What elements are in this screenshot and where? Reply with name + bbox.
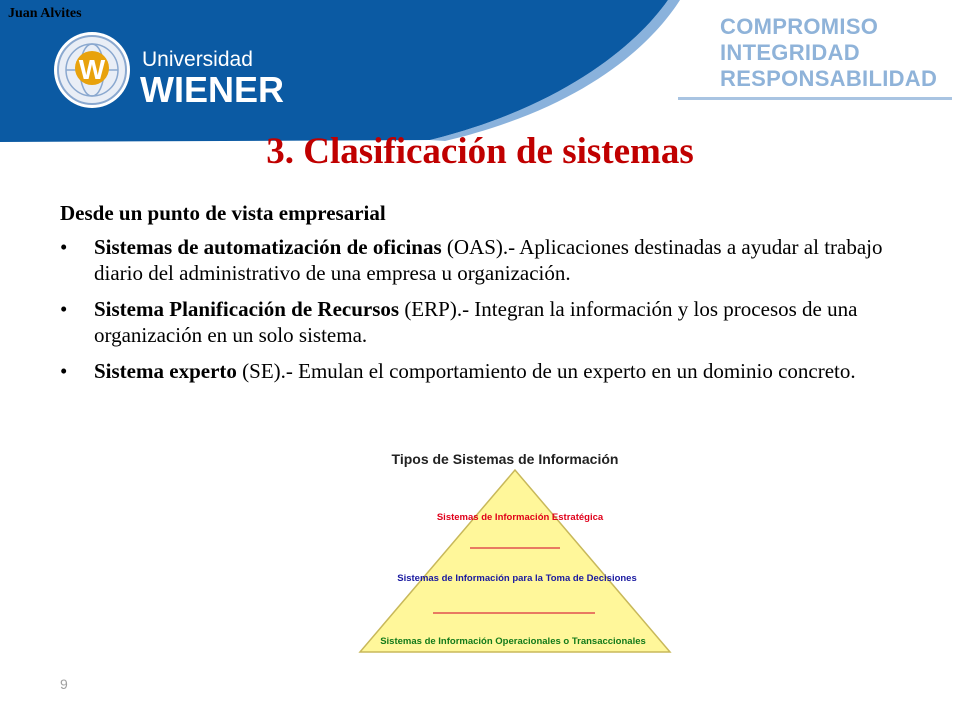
slogan	[720, 14, 937, 92]
globe-icon	[54, 32, 130, 108]
svg-text:W: W	[78, 54, 106, 85]
logo-line-2: WIENER	[140, 69, 284, 110]
university-logo	[50, 28, 300, 112]
pyramid-shape	[360, 470, 670, 652]
logo-line-1: Universidad	[142, 48, 253, 71]
bullet-term: Sistema Planificación de Recursos	[94, 297, 400, 321]
bullet-term: Sistemas de automatización de oficinas	[94, 235, 442, 259]
slide-subtitle: Desde un punto de vista empresarial	[60, 201, 386, 225]
bullet-term: Sistema experto	[94, 359, 237, 383]
pyramid-title: Tipos de Sistemas de Información	[391, 451, 619, 467]
slide-title: 3. Clasificación de sistemas	[266, 131, 694, 172]
bullet-item	[60, 234, 920, 286]
bullet-item	[60, 296, 920, 348]
pyramid-diagram	[355, 440, 685, 680]
slogan-underline	[678, 97, 952, 100]
slogan-line-1: COMPROMISO	[720, 14, 879, 39]
slogan-line-2: INTEGRIDAD	[720, 40, 860, 65]
page-number: 9	[60, 676, 68, 692]
pyramid-level-label: Sistemas de Información Operacionales o Transaccionales	[380, 636, 646, 647]
bullet-text: (OAS).- Aplicaciones destinadas a ayudar al trabajo diario del administrativo de una empresa u organización.	[94, 235, 883, 285]
slogan-line-3: RESPONSABILIDAD	[720, 66, 938, 91]
bullet-icon: •	[60, 297, 68, 321]
pyramid-level-label: Sistemas de Información Estratégica	[436, 512, 604, 523]
bullet-icon: •	[60, 235, 68, 259]
pyramid-level-label: Sistemas de Información para la Toma de Decisiones	[397, 573, 637, 584]
bullet-text: (SE).- Emulan el comportamiento de un experto en un dominio concreto.	[236, 359, 856, 383]
author-name: Juan Alvites	[8, 6, 82, 21]
bullet-item	[60, 358, 920, 384]
bullet-text: (ERP).- Integran la información y los procesos de una organización en un solo sistema.	[94, 297, 858, 347]
bullet-icon: •	[60, 359, 68, 383]
slide-body	[60, 200, 920, 394]
